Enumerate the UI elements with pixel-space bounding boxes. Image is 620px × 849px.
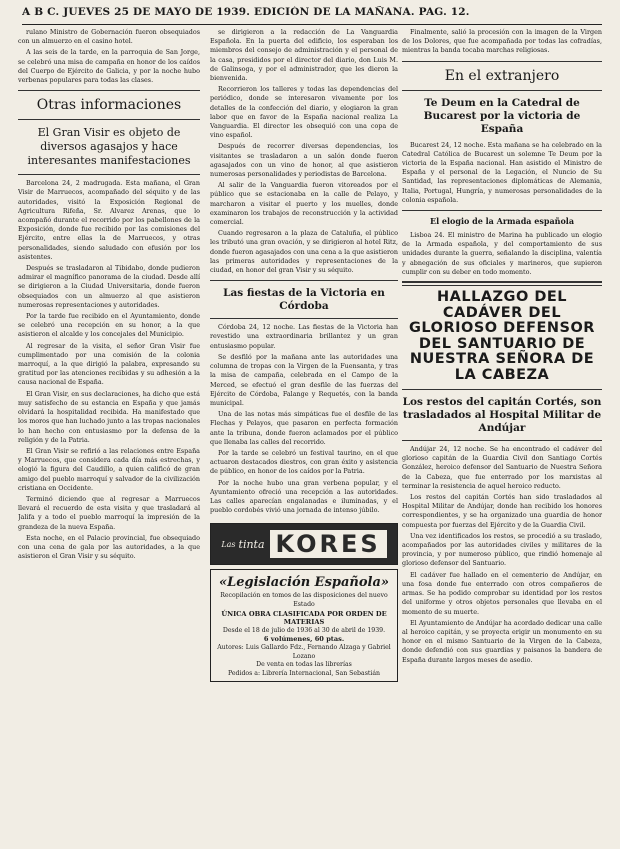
story-paragraph: Se desfiló por la mañana ante las autoridades una columna de tropas con la Virgen de la Fuensanta, y tras la misa de campaña, celebrada en el Campo de la Merced, se efectuó el gran desfile de las fuerzas del Ejército de Córdoba, Falange y Requetés, con la banda municipal. xyxy=(210,352,398,407)
lead-paragraph: Después de recorrer diversas dependencias, los visitantes se trasladaron a un salón donde fueron agasajados con un vino de honor, al que asistieron numerosas personalidades y periodistas de Barcelona. xyxy=(210,142,398,179)
story-paragraph: El Gran Visir, en sus declaraciones, ha dicho que está muy satisfecho de su estancia en España y que jamás olvidará la hospitalidad recibida. Ha manifestado que los moros que han luchado junto a las tropas nacionales lo han hecho con entusiasmo por la defensa de la religión y de la Patria. xyxy=(18,389,200,444)
story-paragraph: Al regresar de la visita, el señor Gran Visir fue cumplimentado por una comisión de la colonia marroquí, a la que dirigió la palabra, expresando su gratitud por las atenciones recibidas y su adhesión a la causa nacional de España. xyxy=(18,341,200,387)
divider xyxy=(210,318,398,319)
ad-line: De venta en todas las librerías xyxy=(256,661,352,669)
advertisement-legislacion xyxy=(210,569,398,682)
ad-line: ÚNICA OBRA CLASIFICADA POR ORDEN DE MATERIAS xyxy=(221,609,387,627)
divider xyxy=(18,119,200,120)
story-title-fiestas-cordoba: Las fiestas de la Victoria en Córdoba xyxy=(223,287,385,313)
story-paragraph: Los restos del capitán Cortés han sido trasladados al Hospital Militar de Andújar, donde han recibido los honores correspondientes, y se ha organizado una guardia de honor compuesta por fuerzas del Ejército y de la Guardia Civil. xyxy=(402,493,602,529)
ad-word: Las xyxy=(221,539,236,549)
column-2 xyxy=(210,28,398,843)
story-paragraph: Por la noche hubo una gran verbena popular, y el Ayuntamiento ofreció una recepción a las autoridades. Las calles aparecían engalanadas e iluminadas, y el pueblo cordobés vivió una jornada de intenso júbilo. xyxy=(210,478,398,515)
lead-paragraph: rulano Ministro de Gobernación fueron obsequiados con un almuerzo en el casino hotel. xyxy=(18,28,200,46)
section-title-en-el-extranjero: En el extranjero xyxy=(444,67,560,84)
divider xyxy=(402,389,602,390)
column-3 xyxy=(402,28,602,843)
ad-line: Recopilación en tomos de las disposiciones del nuevo Estado xyxy=(220,592,388,608)
story-paragraph: Después se trasladaron al Tibidabo, donde pudieron admirar el magnífico panorama de la ciudad. Desde allí se dirigieron a la Ciudad Universitaria, donde fueron obsequiados con un almuerzo al que asistieron numerosas representaciones y autoridades. xyxy=(18,264,200,309)
col1-lead xyxy=(18,28,200,85)
lead-paragraph: Cuando regresaron a la plaza de Cataluña, el público les tributó una gran ovación, y se dirigieron al hotel Ritz, donde fueron agasajados con una cena a la que asistieron las primeras autoridades y representaciones de la ciudad, en honor del gran Visir y su séquito. xyxy=(210,229,398,275)
story-paragraph: Terminó diciendo que al regresar a Marruecos llevará el recuerdo de esta visita y que trasladará al Jalifa y a todo el pueblo marroquí la impresión de la grandeza de la nueva España. xyxy=(18,494,200,531)
story-paragraph: Esta noche, en el Palacio provincial, fue obsequiado con una cena de gala por las autoridades, a la que asistieron el Gran Visir y su séquito. xyxy=(18,533,200,561)
section-title-otras-informaciones: Otras informaciones xyxy=(36,97,182,114)
story-paragraph: Lisboa 24. El ministro de Marina ha publicado un elogio de la Armada española, y del comportamiento de sus unidades durante la guerra, señalando la disciplina, valentía y abnegación de sus oficiales y marineros, que supieron cumplir con su deber en todo momento. xyxy=(402,231,602,276)
story-paragraph: Andújar 24, 12 noche. Se ha encontrado el cadáver del glorioso capitán de la Guardia Civil don Santiago Cortés González, heroico defensor del Santuario de Nuestra Señora de la Cabeza, que fue enterrado por los marxistas al terminar la resistencia de aquel heroico reducto. xyxy=(402,445,602,490)
lead-paragraph: Recorrieron los talleres y todas las dependencias del periódico, donde se interesaron vivamente por los detalles de la confección del diario, y elogiaron la gran labor que en favor de la España nacional realiza La Vanguardia. El director les obsequió con una copa de vino español. xyxy=(210,85,398,140)
story-paragraph: Barcelona 24, 2 madrugada. Esta mañana, el Gran Visir de Marruecos, acompañado del séquito y de las autoridades, visitó la Exposición Regional de Agricultura Rifeña, Sr. Alvarez Arenas, que lo acompañó durante el recorrido por los pabellones de la Exposición, donde fue recibido por las comisiones del Ejército, entre ellas la de Marruecos, y otras personalidades, siendo saludado con efusión por los asistentes. xyxy=(18,179,200,261)
story-paragraph: El Ayuntamiento de Andújar ha acordado dedicar una calle al heroico capitán, y se proyecta erigir un monumento en su honor en el mismo Santuario de la Virgen de la Cabeza, donde defendió con sus guardias y paisanos la bandera de España durante largos meses de asedio. xyxy=(402,618,602,664)
ad-line: Autores: Luis Gallardo Fdz., Fernando Alzaga y Gabriel Lozano xyxy=(217,643,391,660)
divider xyxy=(402,61,602,62)
story-paragraph: El Gran Visir se refirió a las relaciones entre España y Marruecos, que considera cada día más estrechas, y elogió la figura del Caudillo, a quien calificó de gran amigo del pueblo marroquí y salvador de la civilización cristiana en Occidente. xyxy=(18,446,200,492)
ad-line: 6 volúmenes, 60 ptas. xyxy=(263,635,345,644)
story-paragraph: Por la tarde se celebró un festival taurino, en el que actuaron destacados diestros, con gran éxito y asistencia de público, en honor de los caídos por la Patria. xyxy=(210,448,398,476)
story-paragraph: Bucarest 24, 12 noche. Esta mañana se ha celebrado en la Catedral Católica de Bucarest un solemne Te Deum por la victoria de la España nacional. Han asistido el Ministro de España y el personal de la Legación, el Nuncio de Su Santidad, las representaciones diplomáticas de Alemania, Italia, Portugal, Hungría, y numerosas personalidades de la colonia española. xyxy=(402,140,602,204)
divider xyxy=(402,281,602,286)
divider xyxy=(18,90,200,91)
ad-line: Desde el 18 de julio de 1936 al 30 de abril de 1939. xyxy=(222,626,386,634)
ad-line: Pedidos a: Librería Internacional, San Sebastián xyxy=(227,669,381,677)
divider xyxy=(402,210,602,211)
divider xyxy=(210,280,398,281)
lead-paragraph: A las seis de la tarde, en la parroquia de San Jorge, se celebró una misa de campaña en honor de los caídos del Cuerpo de Ejército de Galicia, y por la noche hubo verbenas populares para todas las clases. xyxy=(18,48,200,85)
story-paragraph: El cadáver fue hallado en el cementerio de Andújar, en una fosa donde fue enterrado con otros compañeros de armas. Se ha podido comprobar su identidad por los restos del uniforme y otros objetos personales que llevaba en el momento de su muerte. xyxy=(402,570,602,616)
advertisement-kores xyxy=(210,523,398,565)
divider xyxy=(18,174,200,175)
story-title-capitan-cortes: Los restos del capitán Cortés, son trasladados al Hospital Militar de Andújar xyxy=(402,396,602,435)
story-paragraph: Por la tarde fue recibido en el Ayuntamiento, donde se celebró una recepción en su honor, a la que asistieron el alcalde y los concejales del Municipio. xyxy=(18,312,200,339)
page-header: A B C. JUEVES 25 DE MAYO DE 1939. EDICIÓN DE LA MAÑANA. PAG. 12. xyxy=(22,6,602,25)
story-paragraph: Una vez identificados los restos, se procedió a su traslado, acompañados por las autoridades civiles y militares de la provincia, y por numeroso público, que rindió homenaje al glorioso defensor del Santuario. xyxy=(402,531,602,568)
story-title-gran-visir: El Gran Visir es objeto de diversos agasajos y hace interesantes manifestaciones xyxy=(27,126,191,168)
lead-paragraph: se dirigieron a la redacción de La Vanguardia Española. En la puerta del edificio, los esperaban los miembros del consejo de administración y el personal de la casa, presididos por el director del diario, don Luis M. de Galinsoga, y por el administrador, que les dieron la bienvenida. xyxy=(210,28,398,83)
lead-paragraph: Al salir de la Vanguardia fueron vitoreados por el público que se estacionaba en la calle de Pelayo, y marcharon a visitar el puerto y los muelles, donde examinaron los trabajos de reconstrucción y la actividad comercial. xyxy=(210,181,398,227)
story-title-armada: El elogio de la Armada española xyxy=(430,216,574,227)
ad-title: «Legislación Española» xyxy=(218,575,390,591)
divider xyxy=(402,440,602,441)
lead-paragraph: Finalmente, salió la procesión con la imagen de la Virgen de los Dolores, que fue acompañada por todas las cofradías, mientras la banda tocaba marchas religiosas. xyxy=(402,28,602,55)
column-1 xyxy=(18,28,200,843)
ad-brand: KORES xyxy=(270,530,387,558)
big-headline-hallazgo: HALLAZGO DEL CADÁVER DEL GLORIOSO DEFENSOR DEL SANTUARIO DE NUESTRA SEÑORA DE LA CABEZA xyxy=(409,289,595,383)
story-paragraph: Una de las notas más simpáticas fue el desfile de las Flechas y Pelayos, que pasaron en perfecta formación ante la tribuna, donde fueron aclamados por el público que llenaba las calles del recorrido. xyxy=(210,410,398,446)
story-title-te-deum-bucarest: Te Deum en la Catedral de Bucarest por la victoria de España xyxy=(423,96,581,135)
story-paragraph: Córdoba 24, 12 noche. Las fiestas de la Victoria han revestido una extraordinaria brillantez y un gran entusiasmo popular. xyxy=(210,323,398,350)
divider xyxy=(402,90,602,91)
ad-word: tinta xyxy=(238,537,265,551)
